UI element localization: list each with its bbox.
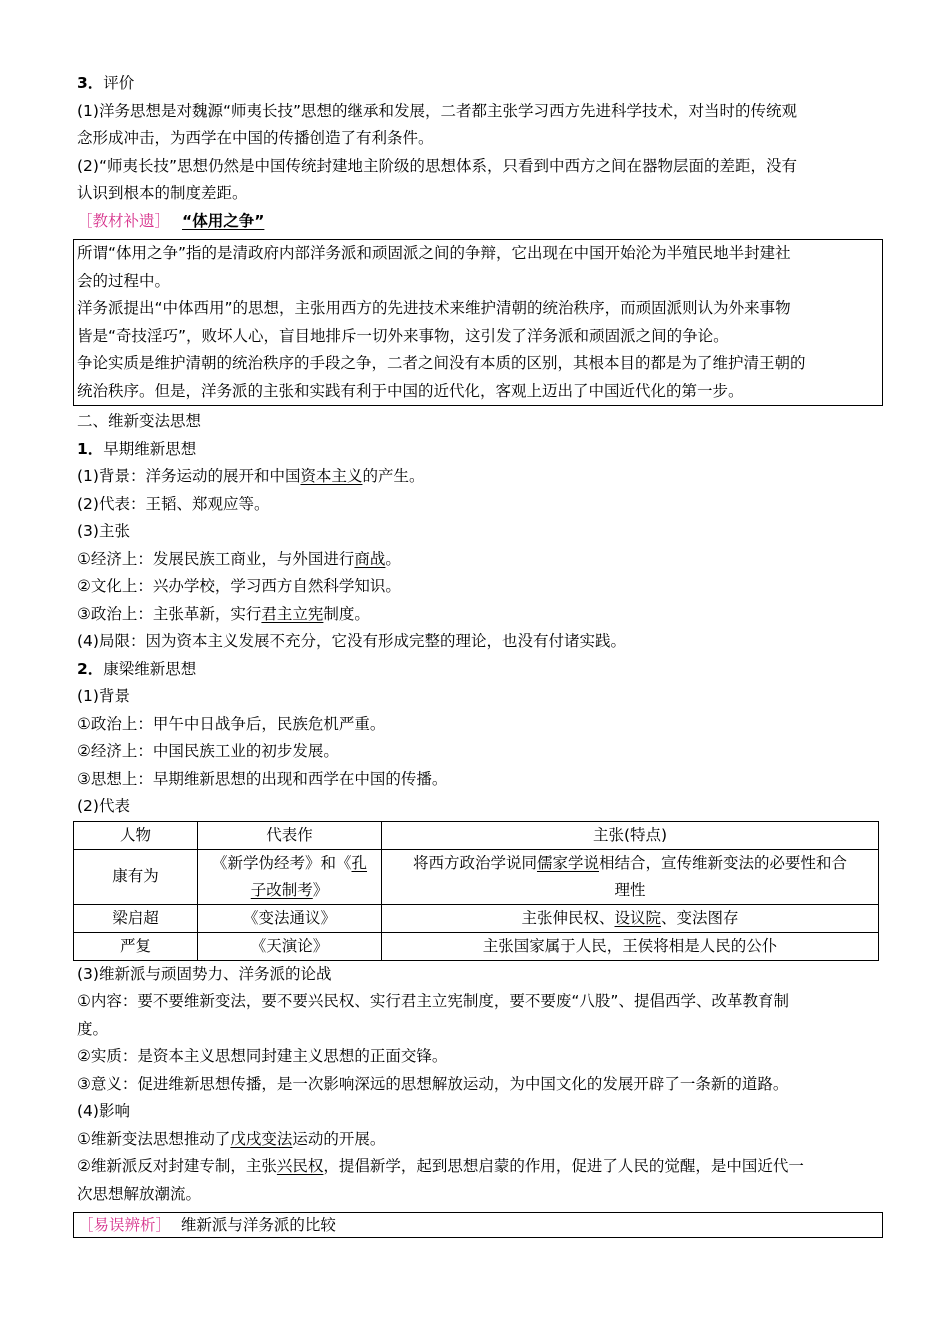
table-row	[74, 849, 879, 904]
table-cell: 《变法通议》	[198, 904, 382, 932]
claim-item: ②文化上：兴办学校，学习西方自然科学知识。	[77, 577, 401, 595]
background-item: ③思想上：早期维新思想的出现和西学在中国的传播。	[77, 769, 448, 788]
box-line: 洋务派提出“中体西用”的思想，主张用西方的先进技术来维护清朝的统治秩序，而顽固派则认为外来事物	[77, 299, 791, 317]
impact-item: ②维新派反对封建专制，主张兴民权，提倡新学，起到思想启蒙的作用，促进了人民的觉醒，是中国近代一	[77, 1157, 804, 1175]
document-page	[77, 70, 879, 1238]
table-cell: 主张伸民权、设议院、变法图存	[382, 904, 879, 932]
background-line: (1)背景：洋务运动的展开和中国资本主义的产生。	[77, 467, 425, 485]
heading-text: 评价	[103, 74, 135, 92]
misread-tag: ［易误辨析］	[78, 1216, 172, 1234]
subsection-2-heading	[77, 656, 879, 684]
subsection-1-heading	[77, 436, 879, 464]
fill-blank-answer: 戊戌变法	[230, 1129, 293, 1148]
heading-text: 康梁维新思想	[103, 659, 197, 678]
fill-blank-answer: 商战	[354, 549, 386, 568]
table-header: 主张(特点)	[382, 821, 879, 849]
heading-number: 2．	[77, 659, 104, 678]
debate-item: 度。	[77, 1019, 109, 1038]
table-cell: 康有为	[74, 849, 198, 904]
supplement-heading	[77, 208, 879, 236]
fill-blank-answer: 君主立宪	[261, 604, 324, 623]
misread-title: 维新派与洋务派的比较	[180, 1216, 336, 1234]
debate-heading: (3)维新派与顽固势力、洋务派的论战	[77, 964, 332, 983]
paragraph: 认识到根本的制度差距。	[77, 184, 248, 202]
debate-item: ③意义：促进维新思想传播，是一次影响深远的思想解放运动，为中国文化的发展开辟了一条新的道路。	[77, 1074, 789, 1093]
representatives-table	[73, 821, 879, 961]
heading-number: 3．	[77, 74, 104, 92]
table-header: 人物	[74, 821, 198, 849]
table-header-row	[74, 821, 879, 849]
paragraph: (2)“师夷长技”思想仍然是中国传统封建地主阶级的思想体系，只看到中西方之间在器物层面的差距，没有	[77, 156, 798, 175]
box-line: 皆是“奇技淫巧”，败坏人心，盲目地排斥一切外来事物，这引发了洋务派和顽固派之间的争论。	[77, 326, 729, 345]
table-cell: 严复	[74, 932, 198, 960]
box-line: 所谓“体用之争”指的是清政府内部洋务派和顽固派之间的争辩，它出现在中国开始沦为半殖民地半封建社	[77, 244, 791, 262]
table-header: 代表作	[198, 821, 382, 849]
supplement-box	[73, 239, 883, 406]
heading-text: 早期维新思想	[103, 439, 197, 458]
impact-item: ①维新变法思想推动了戊戌变法运动的开展。	[77, 1129, 386, 1148]
background-item: ①政治上：甲午中日战争后，民族危机严重。	[77, 714, 386, 733]
table-cell: 梁启超	[74, 904, 198, 932]
paragraph: 念形成冲击，为西学在中国的传播创造了有利条件。	[77, 129, 434, 147]
impact-item: 次思想解放潮流。	[77, 1184, 202, 1203]
debate-item: ②实质：是资本主义思想同封建主义思想的正面交锋。	[77, 1047, 448, 1065]
paragraph: (1)洋务思想是对魏源“师夷长技”思想的继承和发展，二者都主张学习西方先进科学技术，对当时的传统观	[77, 101, 798, 120]
part-2-title: 二、维新变法思想	[77, 412, 202, 430]
limitation-line: (4)局限：因为资本主义发展不充分，它没有形成完整的理论，也没有付诸实践。	[77, 632, 626, 650]
table-row	[74, 932, 879, 960]
table-cell: 主张国家属于人民，王侯将相是人民的公仆	[382, 932, 879, 960]
debate-item: ①内容：要不要维新变法，要不要兴民权、实行君主立宪制度，要不要废“八股”、提倡西学、改革教育制	[77, 992, 789, 1010]
misread-box	[73, 1212, 883, 1238]
box-line: 争论实质是维护清朝的统治秩序的手段之争，二者之间没有本质的区别，其根本目的都是为了维护清王朝的	[77, 354, 806, 372]
representative-line: (2)代表：王韬、郑观应等。	[77, 494, 270, 513]
representatives-heading: (2)代表	[77, 797, 130, 815]
background-item: ②经济上：中国民族工业的初步发展。	[77, 742, 339, 760]
box-line: 会的过程中。	[77, 271, 171, 290]
table-cell: 将西方政治学说同儒家学说相结合，宣传维新变法的必要性和合 理性	[382, 849, 879, 904]
claim-item: ①经济上：发展民族工商业，与外国进行商战。	[77, 549, 401, 568]
box-line: 统治秩序。但是，洋务派的主张和实践有利于中国的近代化，客观上迈出了中国近代化的第一步。	[77, 381, 744, 400]
table-cell: 《新学伪经考》和《孔 子改制考》	[198, 849, 382, 904]
claims-heading: (3)主张	[77, 522, 130, 540]
supplement-title: “体用之争”	[182, 211, 265, 230]
fill-blank-answer: 资本主义	[300, 467, 363, 485]
impact-heading: (4)影响	[77, 1102, 130, 1120]
section-3-heading	[77, 70, 879, 98]
heading-number: 1．	[77, 439, 104, 458]
supplement-tag: ［教材补遗］	[77, 211, 171, 230]
background-heading: (1)背景	[77, 687, 130, 705]
table-row	[74, 904, 879, 932]
table-cell: 《天演论》	[198, 932, 382, 960]
claim-item: ③政治上：主张革新，实行君主立宪制度。	[77, 604, 370, 623]
fill-blank-answer: 兴民权	[276, 1157, 324, 1175]
